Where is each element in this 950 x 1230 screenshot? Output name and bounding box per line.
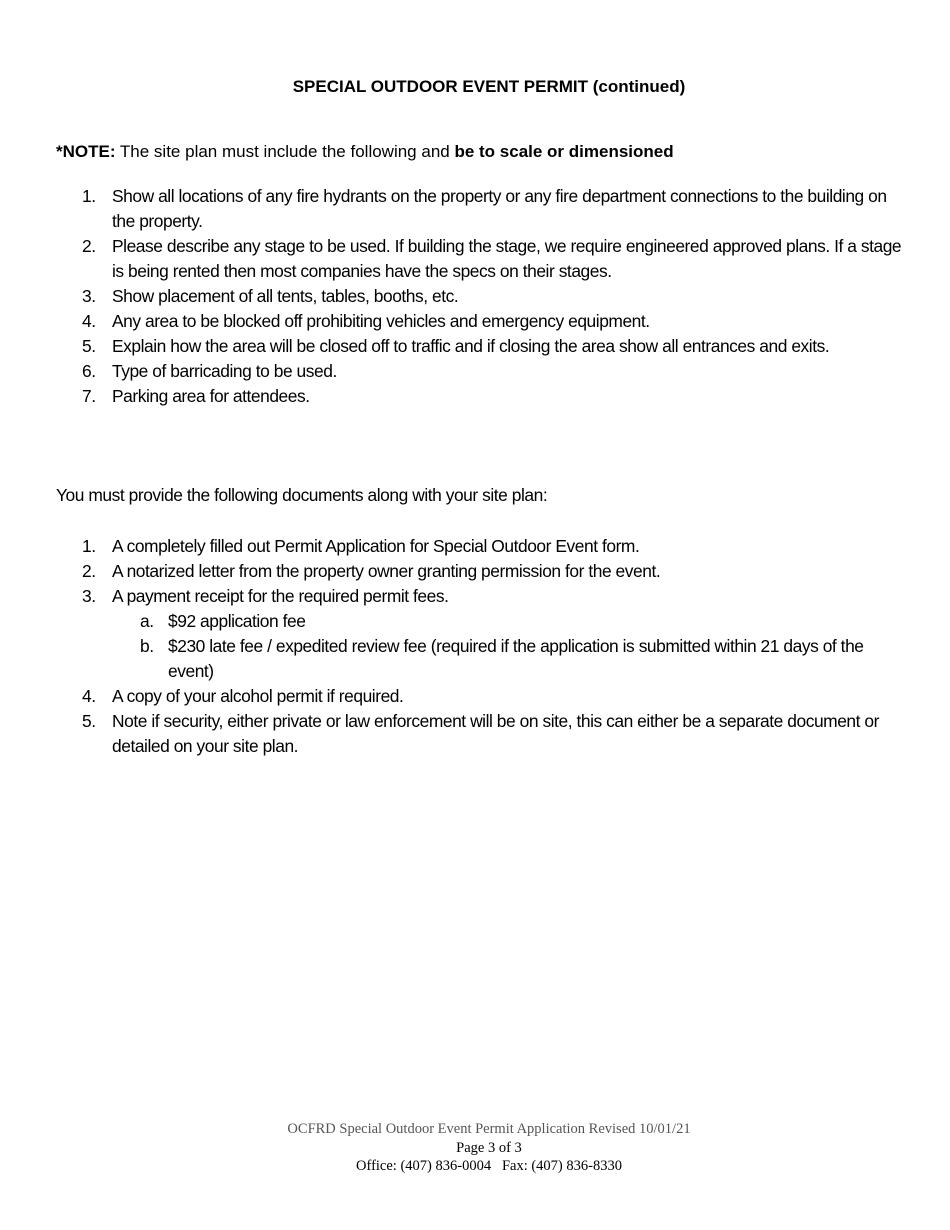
required-documents-list: [0, 534, 902, 759]
list-item-number: 4.: [82, 311, 96, 331]
site-plan-note: [56, 142, 674, 162]
list-item-text: Note if security, either private or law enforcement will be on site, this can either be a separate document or detailed on your site plan.: [112, 711, 879, 756]
list-item-text: A copy of your alcohol permit if required.: [112, 686, 404, 706]
footer-revision: OCFRD Special Outdoor Event Permit Application Revised 10/01/21: [287, 1121, 691, 1137]
list-item-text: Show all locations of any fire hydrants on the property or any fire department connections to the building on the property.: [112, 186, 887, 231]
sublist-item-text: $92 application fee: [168, 611, 306, 631]
list-item-text: A completely filled out Permit Application for Special Outdoor Event form.: [112, 536, 640, 556]
list-item-text: Show placement of all tents, tables, booths, etc.: [112, 286, 459, 306]
list-item-text: Any area to be blocked off prohibiting vehicles and emergency equipment.: [112, 311, 650, 331]
sublist-item-text: $230 late fee / expedited review fee (required if the application is submitted within 21 days of the event): [168, 636, 864, 681]
list-item-text: Parking area for attendees.: [112, 386, 310, 406]
documents-intro: You must provide the following documents along with your site plan:: [56, 485, 548, 505]
fee-sublist: [112, 609, 902, 684]
note-text: The site plan must include the following and: [115, 142, 455, 161]
list-item-number: 7.: [82, 386, 96, 406]
site-plan-requirements-list: [0, 184, 902, 409]
sublist-item-letter: b.: [140, 636, 154, 656]
list-item-number: 5.: [82, 336, 96, 356]
list-item-number: 1.: [82, 536, 96, 556]
page-footer: [0, 1120, 950, 1176]
note-emphasis: be to scale or dimensioned: [454, 142, 674, 161]
list-item-number: 3.: [82, 286, 96, 306]
list-item-number: 6.: [82, 361, 96, 381]
sublist-item: [0, 634, 888, 684]
list-item-number: 1.: [82, 186, 96, 206]
list-item-text: Please describe any stage to be used. If building the stage, we require engineered approved plans. If a stage is being rented then most companies have the specs on their stages.: [112, 236, 902, 281]
list-item-text: Type of barricading to be used.: [112, 361, 337, 381]
list-item: [0, 234, 902, 284]
footer-page-number: Page 3 of 3: [456, 1139, 522, 1156]
note-label: *NOTE:: [56, 142, 116, 161]
list-item-number: 2.: [82, 561, 96, 581]
list-item-text: A notarized letter from the property owner granting permission for the event.: [112, 561, 661, 581]
list-item-number: 4.: [82, 686, 96, 706]
list-item-text: Explain how the area will be closed off to traffic and if closing the area show all entrances and exits.: [112, 336, 830, 356]
list-item-number: 3.: [82, 586, 96, 606]
list-item: [0, 284, 902, 309]
list-item: [0, 559, 902, 584]
list-item: [0, 184, 902, 234]
list-item: [0, 584, 902, 684]
footer-contact: Office: (407) 836-0004 Fax: (407) 836-8330: [356, 1158, 622, 1174]
list-item: [0, 309, 902, 334]
list-item: [0, 684, 902, 709]
page-title: SPECIAL OUTDOOR EVENT PERMIT (continued): [292, 77, 686, 96]
list-item-text: A payment receipt for the required permit fees.: [112, 586, 449, 606]
list-item-number: 5.: [82, 711, 96, 731]
sublist-item: [0, 609, 888, 634]
list-item: [0, 534, 902, 559]
list-item: [0, 384, 902, 409]
list-item-number: 2.: [82, 236, 96, 256]
list-item: [0, 334, 902, 359]
list-item: [0, 709, 902, 759]
sublist-item-letter: a.: [140, 611, 154, 631]
list-item: [0, 359, 902, 384]
